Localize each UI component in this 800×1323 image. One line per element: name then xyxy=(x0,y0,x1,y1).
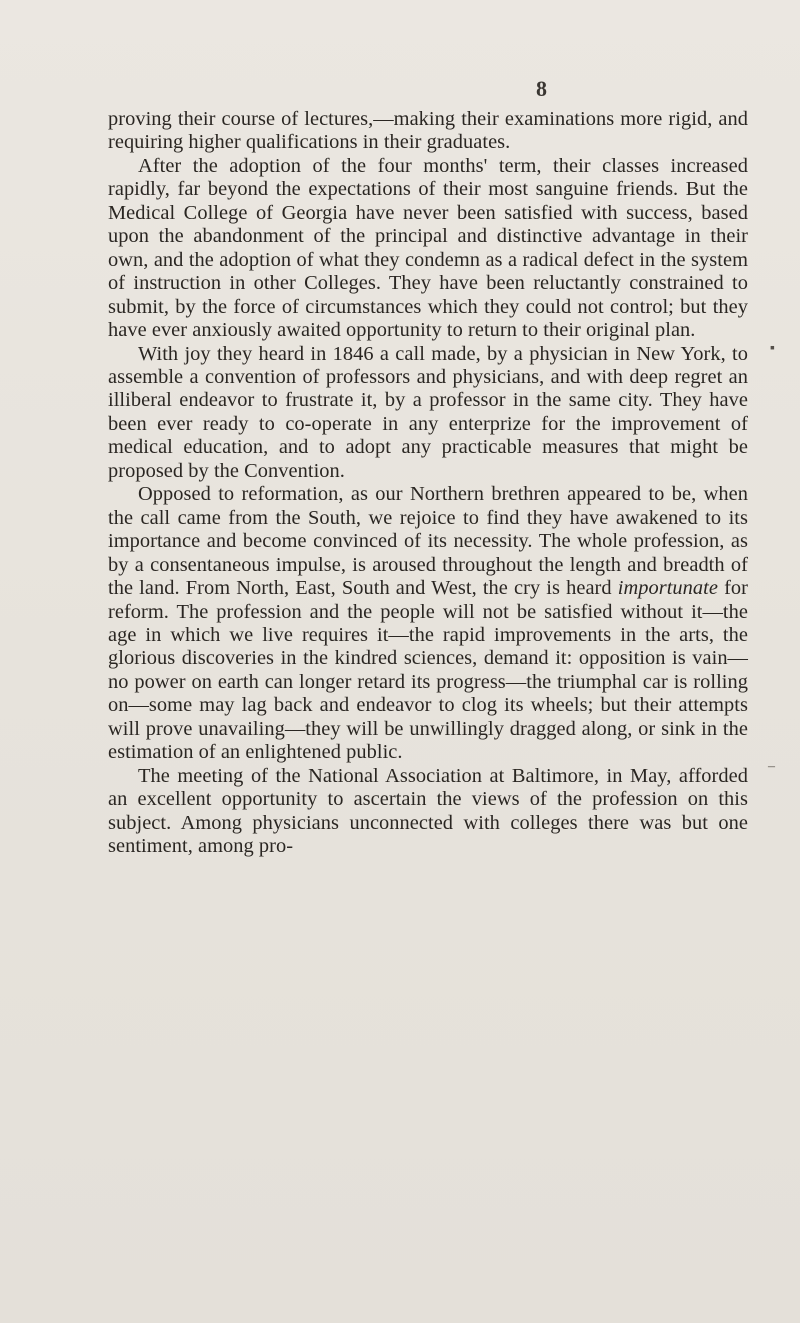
page-number: 8 xyxy=(536,76,547,101)
paragraph-5: The meeting of the National Association at Baltimore, in May, afforded an excellent opportunity to ascertain the views of the profession on this subject. Among physicians unconnected with colleges there was but one sentiment, among pro- xyxy=(108,764,748,858)
paragraph-4-rest: for reform. The profession and the people will not be satisfied without it—the age in which we live requires it—the rapid improvements in the arts, the glorious discoveries in the kindred sciences, demand it: opposition is vain—no power on earth can longer retard its progress—the triumphal car is rolling on—some may lag back and endeavor to clog its wheels; but their attempts will prove unavailing—they will be unwillingly dragged along, or sink in the estimation of an enlightened public. xyxy=(108,577,748,764)
paragraph-2: After the adoption of the four months' term, their classes increased rapidly, far beyond the expectations of their most sanguine friends. But the Medical College of Georgia have never been satisfied with success, based upon the abandonment of the principal and distinctive advantage in their own, and the adoption of what they condemn as a radical defect in the system of instruction in other Colleges. They have been reluctantly constrained to submit, by the force of circumstances which they could not control; but they have ever anxiously awaited opportunity to return to their original plan. xyxy=(108,154,748,342)
margin-tick-mark: ▪ xyxy=(770,341,775,356)
paragraph-4 xyxy=(108,483,748,764)
margin-dash-mark: – xyxy=(768,759,775,774)
paragraph-4-lead: Opposed to reformation, as our Northern brethren appeared to be, when the call came from the South, we rejoice to find they have awakened to its importance and become convinced of its necessity. The whole profession, as by a consentaneous impulse, is aroused throughout the length and breadth of the land. From North, East, South and West, the cry is heard xyxy=(108,483,748,600)
paragraph-3: With joy they heard in 1846 a call made, by a physician in New York, to assemble a convention of professors and physicians, and with deep regret an illiberal endeavor to frustrate it, by a professor in the same city. They have been ever ready to co-operate in any enterprize for the improvement of medical education, and to adopt any practicable measures that might be proposed by the Convention. xyxy=(108,342,748,482)
paragraph-1: proving their course of lectures,—making their examinations more rigid, and requiring higher qualifications in their graduates. xyxy=(108,108,748,154)
body-text xyxy=(108,108,748,859)
emphasis-importunate: importunate xyxy=(617,577,718,600)
